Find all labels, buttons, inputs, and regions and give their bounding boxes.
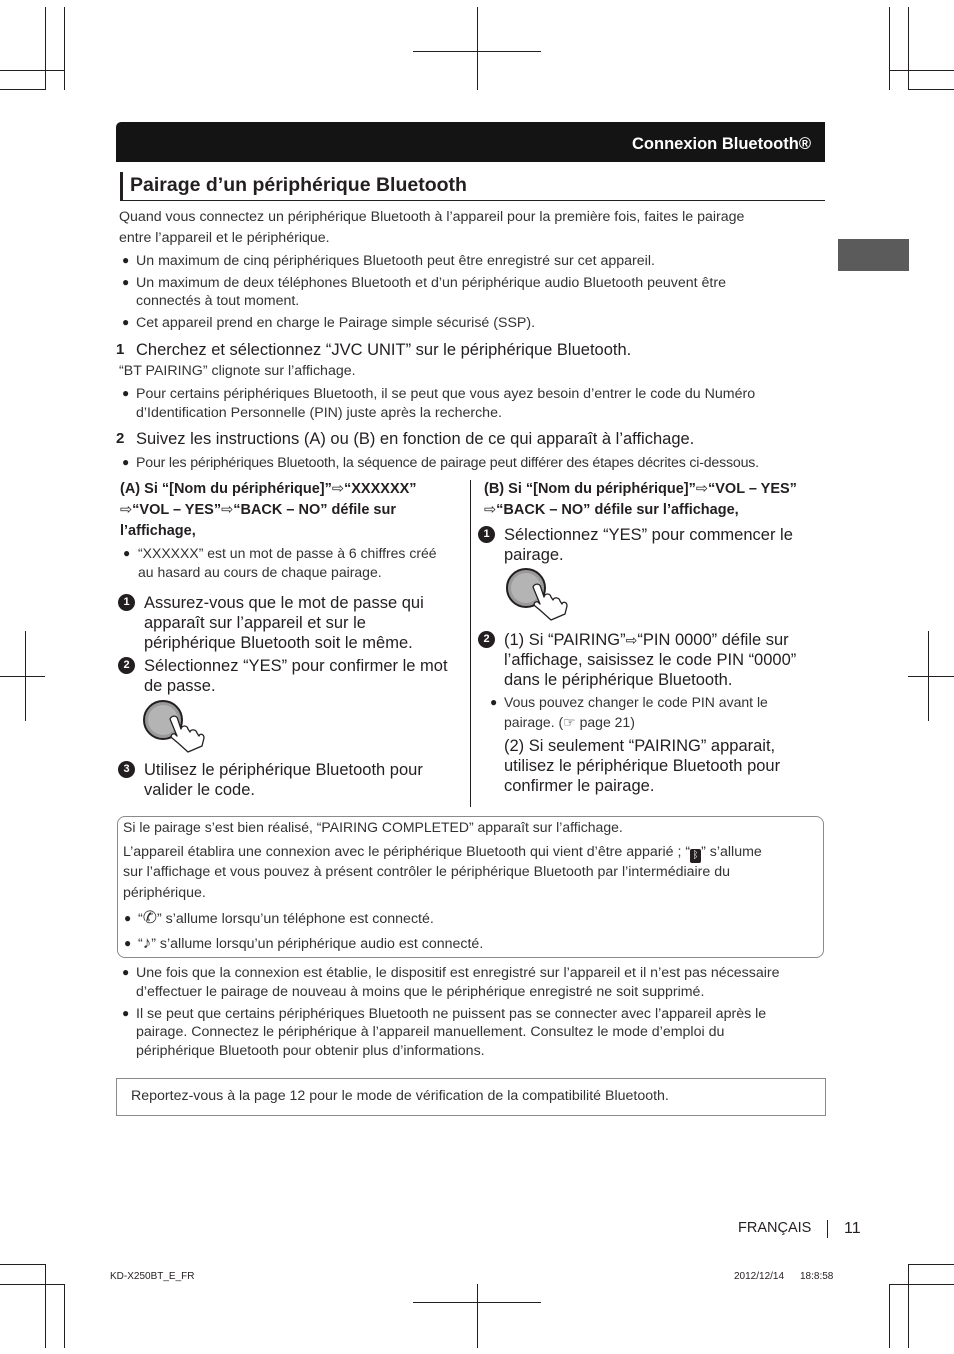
print-file: KD-X250BT_E_FR <box>110 1271 195 1282</box>
arrow-icon: ⇨ <box>625 632 638 648</box>
col-b-title: (B) Si “[Nom du périphérique]”⇨“VOL – YES” <box>484 481 797 497</box>
step-number: 2 <box>116 430 125 447</box>
bullet-icon: ● <box>122 315 130 329</box>
step-circle-number: 1 <box>478 526 495 543</box>
bullet-icon: ● <box>122 455 130 469</box>
col-a-step-3: Utilisez le périphérique Bluetooth pour <box>144 761 423 779</box>
step-1-bullet: d’Identification Personnelle (PIN) juste après la recherche. <box>136 405 502 421</box>
section-header-bar <box>116 122 825 162</box>
col-b-step-2: (1) Si “PAIRING”⇨“PIN 0000” défile sur <box>504 631 789 649</box>
arrow-icon: ⇨ <box>484 502 497 518</box>
info-bullet: “✆” s’allume lorsqu’un téléphone est connecté. <box>138 908 434 927</box>
col-a-step-2: de passe. <box>144 677 216 695</box>
col-b-step-2b: utilisez le périphérique Bluetooth pour <box>504 757 781 775</box>
info-bullet: “♪” s’allume lorsqu’un périphérique audio est connecté. <box>138 933 484 952</box>
note-bullet: pairage. Connectez le périphérique à l’appareil manuellement. Consultez le mode d’emploi du <box>136 1024 725 1040</box>
col-b-step-2: dans le périphérique Bluetooth. <box>504 671 733 689</box>
intro-bullet: Un maximum de cinq périphériques Bluetooth peut être enregistré sur cet appareil. <box>136 253 655 269</box>
step-1-bullet: Pour certains périphériques Bluetooth, il se peut que vous ayez besoin d’entrer le code du Numéro <box>136 386 756 402</box>
arrow-icon: ⇨ <box>221 502 234 518</box>
reference-text: Reportez-vous à la page 12 pour le mode de vérification de la compatibilité Bluetooth. <box>131 1088 669 1104</box>
bullet-icon: ● <box>122 253 130 267</box>
bullet-icon: ● <box>124 911 132 925</box>
step-2-text: Suivez les instructions (A) ou (B) en fonction de ce qui apparaît à l’affichage. <box>136 430 695 448</box>
phone-icon: ✆ <box>142 908 157 927</box>
col-a-step-1: apparaît sur l’appareil et sur le <box>144 614 366 632</box>
col-b-title: ⇨“BACK – NO” défile sur l’affichage, <box>484 502 739 518</box>
step-circle-number: 2 <box>478 631 495 648</box>
col-a-bullet: “XXXXXX” est un mot de passe à 6 chiffres créé <box>138 545 437 561</box>
arrow-icon: ⇨ <box>331 481 345 497</box>
col-a-bullet: au hasard au cours de chaque pairage. <box>138 564 382 580</box>
print-time: 18:8:58 <box>800 1271 834 1282</box>
bullet-icon: ● <box>124 936 132 950</box>
col-b-step-1: Sélectionnez “YES” pour commencer le <box>504 526 793 544</box>
info-line: périphérique. <box>123 885 206 901</box>
info-line: L’appareil établira une connexion avec le périphérique Bluetooth qui vient d’être apparié ; “ ᛒ ” s’allume <box>123 844 762 861</box>
bullet-icon: ● <box>123 546 131 560</box>
bullet-icon: ● <box>122 386 130 400</box>
step-number: 1 <box>116 341 125 358</box>
step-circle-number: 2 <box>118 657 135 674</box>
bullet-icon: ● <box>122 275 130 289</box>
step-1-text: Cherchez et sélectionnez “JVC UNIT” sur le périphérique Bluetooth. <box>136 341 632 359</box>
note-bullet: Il se peut que certains périphériques Bluetooth ne puissent pas se connecter avec l’appareil après le <box>136 1006 767 1022</box>
col-a-step-1: Assurez-vous que le mot de passe qui <box>144 594 424 612</box>
language-side-tab <box>838 239 909 271</box>
col-b-step-2b: confirmer le pairage. <box>504 777 655 795</box>
info-line: Si le pairage s’est bien réalisé, “PAIRING COMPLETED” apparaît sur l’affichage. <box>123 819 623 835</box>
footer-language: FRANÇAIS <box>738 1220 812 1236</box>
bluetooth-icon: ᛒ <box>690 849 701 863</box>
page-number: 11 <box>844 1220 861 1237</box>
col-b-step-2b: (2) Si seulement “PAIRING” apparait, <box>504 737 776 755</box>
intro-bullet: connectés à tout moment. <box>136 293 300 309</box>
note-bullet: d’effectuer le pairage de nouveau à moins que le périphérique enregistré ne soit supprimé. <box>136 984 705 1000</box>
col-a-step-1: périphérique Bluetooth soit le même. <box>144 634 413 652</box>
intro-bullet: Un maximum de deux téléphones Bluetooth et d’un périphérique audio Bluetooth peuvent être <box>136 275 726 291</box>
step-1-note: “BT PAIRING” clignote sur l’affichage. <box>119 363 356 379</box>
print-date: 2012/12/14 <box>734 1271 785 1282</box>
col-a-step-2: Sélectionnez “YES” pour confirmer le mot <box>144 657 448 675</box>
column-divider <box>470 480 471 807</box>
intro-line-1: Quand vous connectez un périphérique Bluetooth à l’appareil pour la première fois, faites le pairage <box>119 209 745 225</box>
col-a-title: l’affichage, <box>120 523 196 539</box>
intro-line-2: entre l’appareil et le périphérique. <box>119 230 330 246</box>
arrow-icon: ⇨ <box>695 481 709 497</box>
press-knob-icon <box>503 566 571 622</box>
step-circle-number: 1 <box>118 594 135 611</box>
page-heading <box>120 170 825 201</box>
note-bullet: périphérique Bluetooth pour obtenir plus d’informations. <box>136 1043 485 1059</box>
page-title: Pairage d’un périphérique Bluetooth <box>130 174 467 196</box>
info-line: sur l’affichage et vous pouvez à présent contrôler le périphérique Bluetooth par l’intermédiaire du <box>123 864 731 880</box>
col-a-title: (A) Si “[Nom du périphérique]”⇨“XXXXXX” <box>120 481 417 497</box>
arrow-icon: ⇨ <box>120 502 133 518</box>
col-b-step-2: l’affichage, saisissez le code PIN “0000” <box>504 651 797 669</box>
bullet-icon: ● <box>490 695 498 709</box>
bullet-icon: ● <box>122 1006 130 1020</box>
step-circle-number: 3 <box>118 761 135 778</box>
footer-separator <box>827 1220 828 1238</box>
step-2-bullet: Pour les périphériques Bluetooth, la séquence de pairage peut différer des étapes décrites ci-dessous. <box>136 455 759 471</box>
col-a-step-3: valider le code. <box>144 781 255 799</box>
section-title: Connexion Bluetooth® <box>632 135 811 153</box>
press-knob-icon <box>140 698 208 754</box>
bullet-icon: ● <box>122 965 130 979</box>
col-b-step-1: pairage. <box>504 546 564 564</box>
col-b-bullet: Vous pouvez changer le code PIN avant le <box>504 694 768 710</box>
intro-bullet: Cet appareil prend en charge le Pairage simple sécurisé (SSP). <box>136 315 536 331</box>
note-bullet: Une fois que la connexion est établie, le dispositif est enregistré sur l’appareil et il n’est pas nécessaire <box>136 965 780 981</box>
col-a-title: ⇨“VOL – YES”⇨“BACK – NO” défile sur <box>120 502 396 518</box>
audio-note-icon: ♪ <box>142 933 152 952</box>
col-b-bullet: pairage. (☞ page 21) <box>504 714 635 730</box>
